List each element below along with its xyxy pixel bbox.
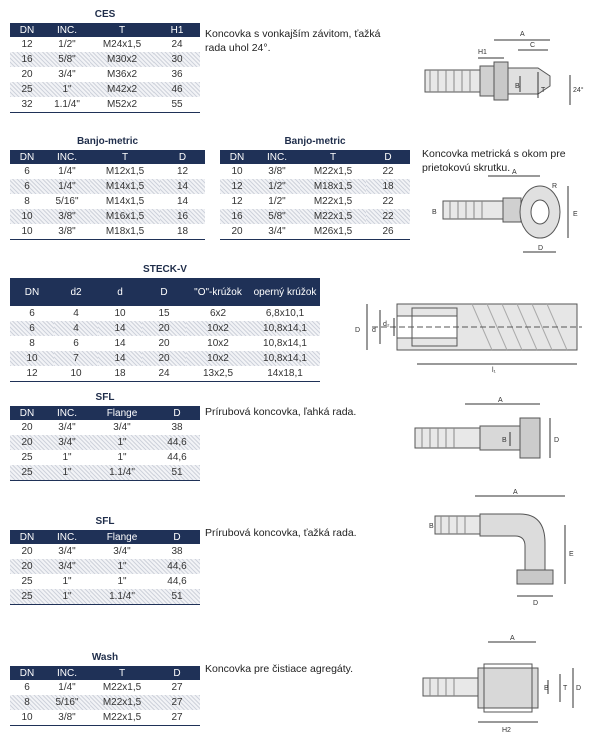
column-header: INC. bbox=[254, 150, 300, 164]
banjo-description: Koncovka metrická s okom pre prietokovú skrutku. bbox=[422, 148, 566, 174]
table-row bbox=[10, 97, 200, 113]
table-row bbox=[10, 710, 200, 726]
table-cell: 24 bbox=[171, 39, 183, 50]
table-row bbox=[10, 82, 200, 97]
table-row bbox=[220, 209, 410, 224]
sfl-heavy-dim-e: E bbox=[569, 551, 574, 558]
wash-dim-d: D bbox=[576, 685, 582, 692]
table-cell: 1" bbox=[117, 576, 127, 587]
ces-description: Koncovka s vonkajším závitom, ťažká rada uhol 24°. bbox=[205, 28, 381, 54]
table-cell: 20 bbox=[158, 338, 170, 349]
table-cell: 44,6 bbox=[167, 452, 187, 463]
sfl-heavy-description: Prírubová koncovka, ťažká rada. bbox=[205, 527, 357, 539]
table-cell: 14x18,1 bbox=[250, 366, 320, 382]
table-cell: M26x1,5 bbox=[300, 224, 366, 240]
column-header: INC. bbox=[44, 530, 90, 544]
column-header: D bbox=[154, 530, 200, 544]
column-header: Flange bbox=[90, 530, 154, 544]
table-cell: 10x2 bbox=[207, 338, 229, 349]
table-cell: M22x1,5 bbox=[90, 710, 154, 726]
table-cell: 1.1/4" bbox=[90, 589, 154, 605]
ces-dim-b: B bbox=[515, 83, 520, 90]
ces-dim-t: T bbox=[541, 87, 546, 94]
steck-fitting-drawing bbox=[352, 292, 592, 377]
wash-title: Wash bbox=[91, 652, 119, 663]
table-cell: 25 bbox=[10, 82, 44, 97]
table-cell: 10 bbox=[10, 209, 44, 224]
column-header: "O"-krúžok bbox=[186, 278, 250, 306]
table-cell: 18 bbox=[160, 224, 205, 240]
table-cell: 5/16" bbox=[55, 196, 79, 207]
table-row bbox=[10, 194, 205, 209]
table-row bbox=[10, 336, 320, 351]
column-header: DN bbox=[10, 150, 44, 164]
table-cell: 10x2 bbox=[186, 321, 250, 336]
table-cell: 5/8" bbox=[44, 52, 90, 67]
table-cell: M22x1,5 bbox=[313, 196, 353, 207]
column-header: D bbox=[154, 666, 200, 680]
table-cell: 44,6 bbox=[154, 559, 200, 574]
table-cell: 14 bbox=[160, 179, 205, 194]
table-cell: 20 bbox=[220, 224, 254, 240]
table-cell: 1/2" bbox=[58, 39, 76, 50]
table-row bbox=[10, 559, 200, 574]
table-row bbox=[10, 164, 205, 179]
ces-dim-angle: 24° bbox=[573, 87, 584, 94]
table-cell: 12 bbox=[220, 179, 254, 194]
table-cell: 10 bbox=[231, 166, 243, 177]
table-cell: 1/2" bbox=[268, 196, 286, 207]
sfl-light-title: SFL bbox=[95, 392, 115, 403]
wash-fitting-drawing bbox=[418, 630, 588, 740]
table-cell: 10,8x14,1 bbox=[263, 338, 307, 349]
table-cell: M18x1,5 bbox=[300, 179, 366, 194]
table-row bbox=[10, 52, 200, 67]
wash-dim-a: A bbox=[510, 635, 515, 642]
table-cell: 8 bbox=[10, 695, 44, 710]
table-cell: 1" bbox=[44, 82, 90, 97]
table-cell: M22x1,5 bbox=[90, 695, 154, 710]
table-cell: 51 bbox=[154, 589, 200, 605]
table-cell: 13x2,5 bbox=[186, 366, 250, 382]
column-header: T bbox=[90, 23, 154, 37]
steck-title: STECK-V bbox=[143, 264, 187, 275]
table-row bbox=[10, 695, 200, 710]
table-cell: 22 bbox=[382, 166, 394, 177]
banjo-left-title: Banjo-metric bbox=[76, 136, 139, 147]
table-cell: M36x2 bbox=[106, 69, 137, 80]
ces-dim-h1: H1 bbox=[478, 49, 487, 56]
column-header: D bbox=[142, 278, 186, 306]
sfl-light-description: Prírubová koncovka, ľahká rada. bbox=[205, 406, 357, 418]
table-cell: M22x1,5 bbox=[300, 209, 366, 224]
table-cell: 16 bbox=[220, 209, 254, 224]
table-row bbox=[10, 420, 200, 435]
wash-dim-b: B bbox=[544, 685, 549, 692]
table-row bbox=[10, 366, 320, 382]
table-cell: 6 bbox=[24, 682, 30, 693]
column-header: D bbox=[160, 150, 205, 164]
table-cell: 26 bbox=[366, 224, 410, 240]
table-row bbox=[10, 67, 200, 82]
sfl-heavy-dim-a: A bbox=[513, 489, 518, 496]
table-cell: 55 bbox=[154, 97, 200, 113]
table-row bbox=[220, 194, 410, 209]
table-cell: M16x1,5 bbox=[90, 209, 160, 224]
table-cell: 3/4" bbox=[113, 546, 131, 557]
table-cell: 44,6 bbox=[167, 576, 187, 587]
ces-fitting-drawing bbox=[420, 20, 595, 125]
banjo-dim-b: B bbox=[432, 209, 437, 216]
table-row bbox=[10, 209, 205, 224]
wash-dim-t: T bbox=[563, 685, 568, 692]
table-row bbox=[10, 37, 200, 52]
table-cell: 1/4" bbox=[58, 166, 76, 177]
sfl-heavy-table bbox=[10, 530, 200, 605]
table-cell: 6,8x10,1 bbox=[265, 308, 305, 319]
table-cell: 22 bbox=[366, 209, 410, 224]
sfl-heavy-title: SFL bbox=[95, 516, 115, 527]
table-cell: 3/4" bbox=[44, 559, 90, 574]
table-cell: M14x1,5 bbox=[105, 196, 145, 207]
table-cell: 1" bbox=[117, 452, 127, 463]
table-cell: 4 bbox=[73, 308, 79, 319]
table-cell: 30 bbox=[154, 52, 200, 67]
table-cell: 3/4" bbox=[44, 435, 90, 450]
table-cell: 6 bbox=[29, 308, 35, 319]
table-row bbox=[10, 544, 200, 559]
column-header: INC. bbox=[44, 23, 90, 37]
table-cell: 8 bbox=[29, 338, 35, 349]
table-cell: 27 bbox=[154, 695, 200, 710]
table-cell: 6 bbox=[10, 321, 54, 336]
table-cell: 6x2 bbox=[209, 308, 227, 319]
ces-dim-c: C bbox=[530, 42, 536, 49]
column-header: d bbox=[98, 278, 142, 306]
sfl-light-dim-a: A bbox=[498, 397, 503, 404]
column-header: INC. bbox=[44, 406, 90, 420]
table-cell: 10 bbox=[10, 224, 44, 240]
table-row bbox=[10, 435, 200, 450]
table-row bbox=[10, 321, 320, 336]
sfl-light-table bbox=[10, 406, 200, 481]
table-cell: 32 bbox=[10, 97, 44, 113]
banjo-dim-r: R bbox=[552, 183, 558, 190]
wash-description: Koncovka pre čistiace agregáty. bbox=[205, 663, 354, 675]
sfl-heavy-dim-b: B bbox=[429, 523, 434, 530]
table-cell: 6 bbox=[24, 166, 30, 177]
table-cell: 6 bbox=[73, 338, 79, 349]
table-cell: 20 bbox=[21, 69, 33, 80]
table-cell: 20 bbox=[10, 559, 44, 574]
table-cell: 12 bbox=[10, 366, 54, 382]
table-row bbox=[10, 680, 200, 695]
table-cell: 5/8" bbox=[254, 209, 300, 224]
table-cell: 44,6 bbox=[154, 435, 200, 450]
table-row bbox=[10, 589, 200, 605]
banjo-left-table bbox=[10, 150, 205, 240]
column-header: d2 bbox=[54, 278, 98, 306]
table-cell: 3/4" bbox=[58, 546, 76, 557]
ces-title: CES bbox=[94, 9, 116, 20]
table-cell: M22x1,5 bbox=[313, 166, 353, 177]
table-cell: 1" bbox=[62, 452, 72, 463]
table-cell: 6 bbox=[10, 179, 44, 194]
table-cell: 25 bbox=[10, 589, 44, 605]
table-cell: M22x1,5 bbox=[102, 682, 142, 693]
table-cell: 8 bbox=[24, 196, 30, 207]
table-row bbox=[10, 574, 200, 589]
table-cell: 1" bbox=[44, 465, 90, 481]
sfl-heavy-fitting-drawing bbox=[425, 488, 585, 608]
table-cell: M52x2 bbox=[90, 97, 154, 113]
column-header: INC. bbox=[44, 150, 90, 164]
table-row bbox=[220, 179, 410, 194]
column-header: T bbox=[90, 150, 160, 164]
table-cell: M24x1,5 bbox=[102, 39, 142, 50]
table-cell: 10 bbox=[10, 710, 44, 726]
table-cell: M12x1,5 bbox=[105, 166, 145, 177]
table-cell: 46 bbox=[154, 82, 200, 97]
column-header: Flange bbox=[90, 406, 154, 420]
column-header: DN bbox=[10, 23, 44, 37]
table-cell: 10,8x14,1 bbox=[250, 321, 320, 336]
ces-table bbox=[10, 23, 200, 113]
steck-dim-l1: l₁ bbox=[492, 367, 496, 374]
banjo-dim-e: E bbox=[573, 211, 578, 218]
column-header: D bbox=[154, 406, 200, 420]
banjo-right-title: Banjo-metric bbox=[284, 136, 346, 147]
banjo-dim-a: A bbox=[512, 169, 517, 176]
table-cell: 15 bbox=[158, 308, 170, 319]
table-cell: 3/4" bbox=[254, 224, 300, 240]
banjo-fitting-drawing bbox=[428, 168, 583, 263]
column-header: T bbox=[300, 150, 366, 164]
table-cell: 12 bbox=[231, 196, 243, 207]
column-header: T bbox=[90, 666, 154, 680]
table-cell: 38 bbox=[171, 546, 183, 557]
table-cell: 22 bbox=[382, 196, 394, 207]
table-cell: 1/2" bbox=[254, 179, 300, 194]
table-row bbox=[10, 351, 320, 366]
table-cell: 20 bbox=[21, 422, 33, 433]
table-cell: 18 bbox=[98, 366, 142, 382]
table-cell: 10 bbox=[114, 308, 126, 319]
column-header: DN bbox=[10, 666, 44, 680]
table-cell: 1" bbox=[90, 559, 154, 574]
table-row bbox=[10, 450, 200, 465]
sfl-light-fitting-drawing bbox=[410, 392, 580, 472]
table-cell: 12 bbox=[21, 39, 33, 50]
table-cell: 5/16" bbox=[44, 695, 90, 710]
steck-dim-d: d bbox=[372, 327, 376, 334]
table-cell: 16 bbox=[160, 209, 205, 224]
table-cell: 1.1/4" bbox=[44, 97, 90, 113]
table-cell: 27 bbox=[171, 682, 183, 693]
banjo-right-table bbox=[220, 150, 410, 240]
table-cell: 1/4" bbox=[44, 179, 90, 194]
steck-dim-D: D bbox=[355, 327, 361, 334]
table-row bbox=[10, 224, 205, 240]
table-cell: 3/8" bbox=[44, 224, 90, 240]
table-row bbox=[220, 164, 410, 179]
table-cell: 3/4" bbox=[58, 69, 76, 80]
table-cell: 51 bbox=[154, 465, 200, 481]
sfl-heavy-dim-d: D bbox=[533, 600, 539, 607]
table-row bbox=[10, 465, 200, 481]
table-cell: 25 bbox=[21, 452, 33, 463]
table-cell: 12 bbox=[176, 166, 189, 177]
table-cell: 36 bbox=[171, 69, 183, 80]
table-cell: 14 bbox=[114, 338, 126, 349]
table-cell: 3/8" bbox=[44, 710, 90, 726]
table-cell: 25 bbox=[10, 465, 44, 481]
column-header: DN bbox=[220, 150, 254, 164]
column-header: H1 bbox=[154, 23, 200, 37]
table-cell: 1" bbox=[90, 435, 154, 450]
ces-dim-a: A bbox=[520, 31, 525, 38]
table-cell: 10 bbox=[10, 351, 54, 366]
table-cell: 3/8" bbox=[268, 166, 286, 177]
table-cell: 38 bbox=[171, 422, 183, 433]
column-header: D bbox=[366, 150, 410, 164]
table-cell: 20 bbox=[10, 435, 44, 450]
table-cell: 10x2 bbox=[186, 351, 250, 366]
table-cell: 20 bbox=[142, 351, 186, 366]
table-cell: 10 bbox=[54, 366, 98, 382]
table-cell: 7 bbox=[54, 351, 98, 366]
table-cell: 1" bbox=[62, 576, 72, 587]
table-cell: 4 bbox=[54, 321, 98, 336]
table-cell: 14 bbox=[176, 196, 189, 207]
table-cell: 1/4" bbox=[58, 682, 76, 693]
sfl-light-dim-d: D bbox=[554, 437, 560, 444]
table-cell: 18 bbox=[366, 179, 410, 194]
column-header: operný krúžok bbox=[250, 278, 320, 306]
column-header: DN bbox=[10, 278, 54, 306]
sfl-light-dim-b: B bbox=[502, 437, 507, 444]
table-cell: 3/8" bbox=[44, 209, 90, 224]
table-cell: M42x2 bbox=[90, 82, 154, 97]
table-cell: 16 bbox=[10, 52, 44, 67]
table-cell: 27 bbox=[154, 710, 200, 726]
table-cell: M14x1,5 bbox=[90, 179, 160, 194]
table-cell: 1.1/4" bbox=[90, 465, 154, 481]
column-header: DN bbox=[10, 406, 44, 420]
wash-table bbox=[10, 666, 200, 726]
table-row bbox=[10, 179, 205, 194]
table-cell: 3/4" bbox=[113, 422, 131, 433]
table-row bbox=[220, 224, 410, 240]
banjo-dim-d: D bbox=[538, 245, 544, 252]
table-cell: 20 bbox=[21, 546, 33, 557]
wash-dim-h2: H2 bbox=[502, 727, 511, 734]
column-header: DN bbox=[10, 530, 44, 544]
steck-dim-d2: d₂ bbox=[383, 321, 390, 328]
column-header: INC. bbox=[44, 666, 90, 680]
table-cell: M18x1,5 bbox=[90, 224, 160, 240]
table-cell: 25 bbox=[21, 576, 33, 587]
steck-table bbox=[10, 278, 320, 382]
table-cell: 3/4" bbox=[58, 422, 76, 433]
table-cell: 1" bbox=[44, 589, 90, 605]
table-cell: 14 bbox=[98, 351, 142, 366]
table-cell: 10,8x14,1 bbox=[250, 351, 320, 366]
table-cell: 14 bbox=[98, 321, 142, 336]
table-row bbox=[10, 306, 320, 321]
table-cell: 20 bbox=[142, 321, 186, 336]
table-cell: M30x2 bbox=[90, 52, 154, 67]
table-cell: 24 bbox=[142, 366, 186, 382]
